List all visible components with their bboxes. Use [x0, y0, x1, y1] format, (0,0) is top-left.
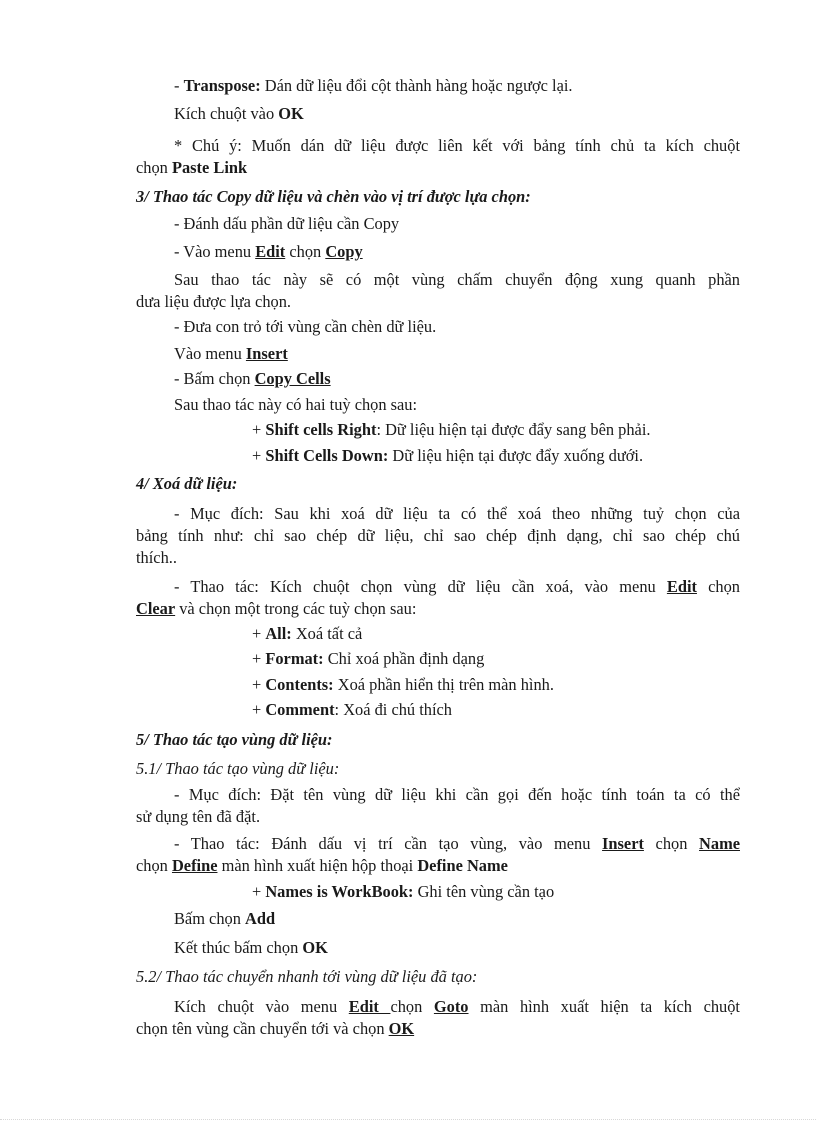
clear-action-line-1: - Thao tác: Kích chuột chọn vùng dữ liệu cần xoá, vào menu Edit chọn — [174, 577, 740, 596]
note-line-1: * Chú ý: Muốn dán dữ liệu được liên kết với bảng tính chủ ta kích chuột — [174, 136, 740, 155]
range-action-line-1: - Thao tác: Đánh dấu vị trí cần tạo vùng, vào menu Insert chọn Name — [174, 834, 740, 853]
shift-right-option: + Shift cells Right: Dữ liệu hiện tại được đẩy sang bên phải. — [252, 420, 651, 439]
finish-ok-line: Kết thúc bấm chọn OK — [174, 938, 328, 957]
clear-purpose-line-3: thích.. — [136, 548, 177, 567]
clear-option-contents: + Contents: Xoá phần hiển thị trên màn hình. — [252, 675, 554, 694]
clear-option-all: + All: Xoá tất cả — [252, 624, 363, 643]
goto-line-1: Kích chuột vào menu Edit chọn Goto màn hình xuất hiện ta kích chuột — [174, 997, 740, 1016]
pointer-line: - Đưa con trỏ tới vùng cần chèn dữ liệu. — [174, 317, 437, 336]
mark-copy-line: - Đánh dấu phần dữ liệu cần Copy — [174, 214, 400, 233]
section-heading-3: 3/ Thao tác Copy dữ liệu và chèn vào vị trí được lựa chọn: — [136, 187, 531, 206]
shift-down-option: + Shift Cells Down: Dữ liệu hiện tại được đẩy xuống dưới. — [252, 446, 644, 465]
section-heading-4: 4/ Xoá dữ liệu: — [136, 474, 238, 493]
click-add-line: Bấm chọn Add — [174, 909, 276, 928]
marquee-line-2: dưa liệu được lựa chọn. — [136, 292, 292, 311]
insert-menu-line: Vào menu Insert — [174, 344, 288, 363]
section-heading-5: 5/ Thao tác tạo vùng dữ liệu: — [136, 730, 333, 749]
clear-purpose-line-2: bảng tính như: chỉ sao chép dữ liệu, chỉ sao chép định dạng, chỉ sao chép chú — [136, 526, 740, 545]
subheading-5-1: 5.1/ Thao tác tạo vùng dữ liệu: — [136, 759, 340, 778]
clear-option-format: + Format: Chỉ xoá phần định dạng — [252, 649, 485, 668]
click-ok-line: Kích chuột vào OK — [174, 104, 304, 123]
range-purpose-line-1: - Mục đích: Đặt tên vùng dữ liệu khi cần gọi đến hoặc tính toán ta có thể — [174, 785, 740, 804]
range-purpose-line-2: sử dụng tên đã đặt. — [136, 807, 261, 826]
clear-action-line-2: Clear và chọn một trong các tuỳ chọn sau: — [136, 599, 417, 618]
range-action-line-2: chọn Define màn hình xuất hiện hộp thoại Define Name — [136, 856, 508, 875]
edit-copy-line: - Vào menu Edit chọn Copy — [174, 242, 363, 261]
note-line-2: chọn Paste Link — [136, 158, 248, 177]
two-options-line: Sau thao tác này có hai tuỳ chọn sau: — [174, 395, 418, 414]
copy-cells-line: - Bấm chọn Copy Cells — [174, 369, 331, 388]
clear-option-comment: + Comment: Xoá đi chú thích — [252, 700, 452, 719]
page-bottom-rule — [0, 1119, 816, 1120]
clear-purpose-line-1: - Mục đích: Sau khi xoá dữ liệu ta có thể xoá theo những tuỷ chọn của — [174, 504, 740, 523]
subheading-5-2: 5.2/ Thao tác chuyển nhanh tới vùng dữ liệu đã tạo: — [136, 967, 478, 986]
names-workbook-option: + Names is WorkBook: Ghi tên vùng cần tạo — [252, 882, 555, 901]
marquee-line-1: Sau thao tác này sẽ có một vùng chấm chuyển động xung quanh phần — [174, 270, 740, 289]
transpose-line: - Transpose: Dán dữ liệu đổi cột thành hàng hoặc ngược lại. — [174, 76, 573, 95]
goto-line-2: chọn tên vùng cần chuyển tới và chọn OK — [136, 1019, 415, 1038]
